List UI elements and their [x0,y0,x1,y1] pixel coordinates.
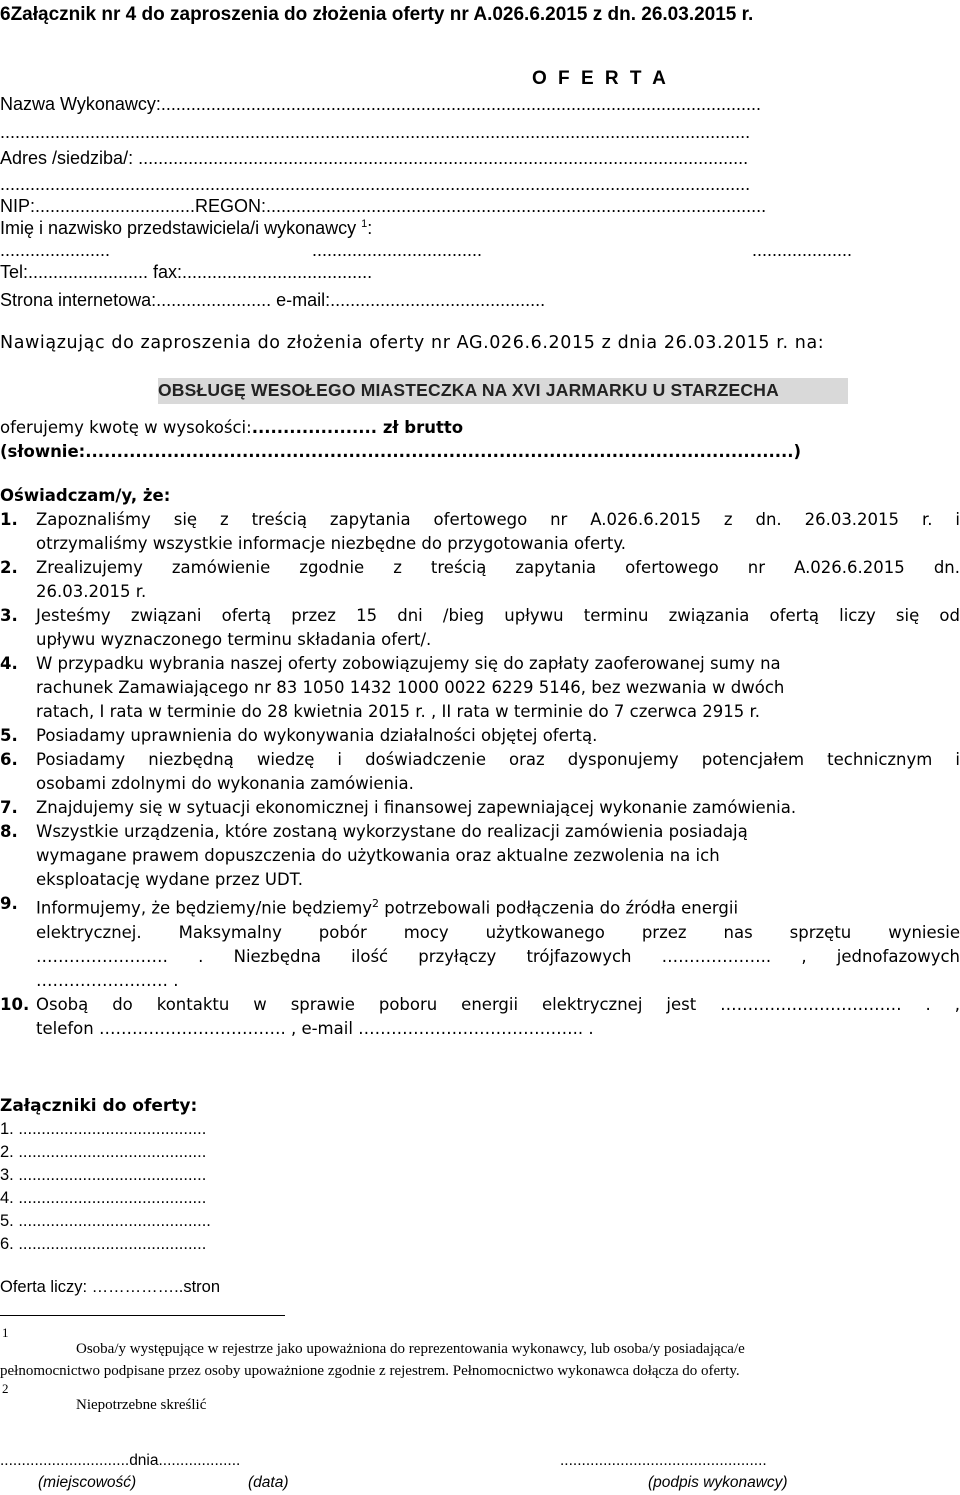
statement-line: ratach, I rata w terminie do 28 kwietnia 2015 r. , II rata w terminie do 7 czerwca 2915 r. [36,702,761,721]
statement-line [36,892,960,921]
signature-label: (podpis wykonawcy) [648,1474,788,1491]
statement-4 [0,652,960,724]
footnote-2-number: 2 [2,1381,9,1396]
representative-dots-2[interactable]: .................................. [312,240,483,260]
place-date-field[interactable]: ..............................dnia................... [0,1452,241,1469]
statement-line[interactable]: Osobą do kontaktu w sprawie poboru energii elektrycznej jest …………………………… . , [36,994,960,1014]
attachment-item[interactable]: 5. .......................................... [0,1212,211,1230]
representative-dots-3[interactable]: .................... [752,240,853,260]
footnote-1-line-2: pełnomocnictwo podpisane przez osoby upoważnione zgodnie z rejestrem. Pełnomocnictwo wykonawca dołącza do oferty. [0,1363,740,1379]
statement-number: 1. [0,510,18,529]
intro-text: Nawiązując do zaproszenia do złożenia oferty nr AG.026.6.2015 z dnia 26.03.2015 r. na: [0,333,825,353]
statement-6 [0,748,960,796]
statement-1 [0,508,960,556]
place-label: (miejscowość) [38,1474,137,1491]
statement-line: Posiadamy niezbędną wiedzę i doświadczenie oraz dysponujemy potencjałem technicznym i [36,750,960,769]
representative-colon: : [367,218,373,238]
statement-2 [0,556,960,604]
statement-line: otrzymaliśmy wszystkie informacje niezbędne do przygotowania oferty. [36,534,627,553]
statement-line: eksploatację wydane przez UDT. [36,870,304,889]
offer-amount-dots[interactable]: .................... [251,418,378,437]
representative-label [0,218,372,239]
statement-line[interactable]: telefon ……………………………. , e-mail ………………………………….. . [36,1018,594,1038]
statement-line: W przypadku wybrania naszej oferty zobowiązujemy się do zapłaty zaoferowanej sumy na [36,654,781,673]
statement-number: 4. [0,654,18,673]
attachment-item[interactable]: 2. ......................................... [0,1143,207,1161]
footnote-ref-2: 2 [372,897,380,910]
attachment-item[interactable]: 4. ......................................... [0,1189,207,1207]
statement-line: Posiadamy uprawnienia do wykonywania działalności objętej ofertą. [36,726,598,745]
statement-number: 2. [0,558,18,577]
statement-number: 7. [0,798,18,817]
statement-line[interactable]: …………………… . Niezbędna ilość przyłączy trójfazowych ……………….. , jednofazowych [36,946,960,966]
statement-number: 6. [0,750,18,769]
statement-line: osobami zdolnymi do wykonania zamówienia. [36,774,414,793]
statement-8 [0,820,960,892]
declarations-heading: Oświadczam/y, że: [0,486,171,505]
statement-line: upływu wyznaczonego terminu składania ofert/. [36,630,432,649]
statement-3 [0,604,960,652]
subject-text: OBSŁUGĘ WESOŁEGO MIASTECZKA NA XVI JARMARKU U STARZECHA [158,380,779,400]
representative-label-text: Imię i nazwisko przedstawiciela/i wykonawcy [0,218,357,238]
statement-line: Znajdujemy się w sytuacji ekonomicznej i finansowej zapewniającej wykonanie zamówienia. [36,798,797,817]
statement-line: elektrycznej. Maksymalny pobór mocy użytkowanego przez nas sprzętu wyniesie [36,922,960,942]
statement-line: Wszystkie urządzenia, które zostaną wykorzystane do realizacji zamówienia posiadają [36,822,748,841]
attachment-item[interactable]: 3. ......................................... [0,1166,207,1184]
address-field[interactable]: Adres /siedziba/: .......................................................................................................................... [0,148,749,168]
nip-regon-field[interactable]: NIP:................................REGON:.................................................................................................... [0,196,767,216]
attachments-heading: Załączniki do oferty: [0,1096,198,1116]
statements-list [0,508,960,1041]
statement-line: Zapoznaliśmy się z treścią zapytania ofertowego nr A.026.6.2015 z dn. 26.03.2015 r. i [36,510,960,529]
signature-field[interactable]: ................................................ [560,1452,767,1469]
attachment-item[interactable]: 6. ......................................... [0,1235,207,1253]
statement-number: 5. [0,726,18,745]
statement-9 [0,892,960,993]
statement-line: rachunek Zamawiającego nr 83 1050 1432 1000 0022 6229 5146, bez wezwania w dwóch [36,678,785,697]
statement-9-start: Informujemy, że będziemy/nie będziemy [36,898,373,918]
contractor-name-field[interactable]: Nazwa Wykonawcy:........................................................................................................................ [0,94,762,114]
statement-5 [0,724,960,748]
statement-number: 8. [0,822,18,841]
statement-line: Zrealizujemy zamówienie zgodnie z treścią zapytania ofertowego nr A.026.6.2015 dn. [36,558,960,577]
website-email-field[interactable]: Strona internetowa:....................... e-mail:........................................... [0,290,546,310]
footnote-1-line-1: Osoba/y występujące w rejestrze jako upoważniona do reprezentowania wykonawcy, lub osoba/y posiadająca/e [76,1341,745,1357]
subject-banner [158,378,848,404]
statement-number: 10. [0,994,30,1014]
document-header: 6Załącznik nr 4 do zaproszenia do złożenia oferty nr A.026.6.2015 z dn. 26.03.2015 r. [0,4,754,25]
statement-line[interactable]: …………………… . [36,970,179,990]
offer-amount-unit: zł brutto [377,418,464,437]
address-continuation[interactable]: ...................................................................................................................................................... [0,174,751,194]
page-count[interactable]: Oferta liczy: ……………..stron [0,1278,221,1296]
statement-line: wymagane prawem dopuszczenia do użytkowania oraz aktualne zezwolenia na ich [36,846,720,865]
offer-heading: O F E R T A [532,68,669,89]
statement-number: 3. [0,606,18,625]
footnote-1-number: 1 [2,1325,9,1340]
footnote-2-text: Niepotrzebne skreślić [76,1397,207,1413]
tel-fax-field[interactable]: Tel:........................ fax:...................................... [0,262,373,282]
footnote-ref-1: 1 [361,218,368,230]
date-label: (data) [248,1474,289,1491]
offer-amount-label: oferujemy kwotę w wysokości: [0,418,252,437]
offer-amount-words[interactable]: (słownie:.................................................................................................................) [0,442,802,461]
statement-7 [0,796,960,820]
statement-line: 26.03.2015 r. [36,582,147,601]
representative-dots-1[interactable]: ...................... [0,240,111,260]
contractor-name-continuation[interactable]: ...................................................................................................................................................... [0,122,751,142]
statement-9-rest: potrzebowali podłączenia do źródła energii [379,898,739,918]
statement-number: 9. [0,894,18,913]
attachment-item[interactable]: 1. ......................................... [0,1120,207,1138]
statement-line: Jesteśmy związani ofertą przez 15 dni /bieg upływu terminu związania ofertą liczy się od [36,606,960,625]
footnote-divider [0,1315,285,1316]
offer-amount-line [0,418,463,437]
statement-10 [0,993,960,1041]
